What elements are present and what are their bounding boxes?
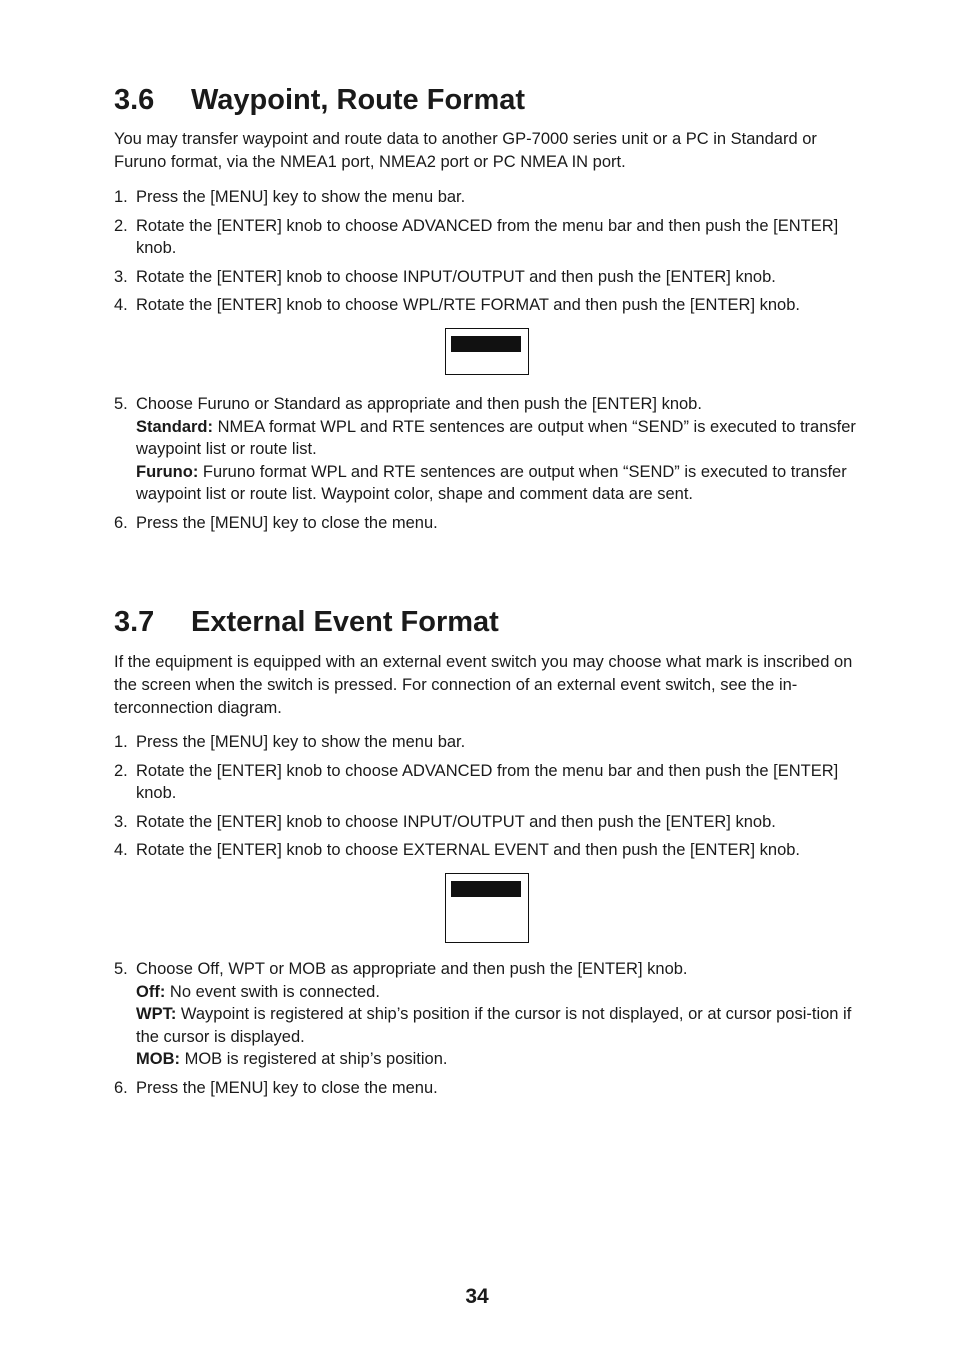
- step-text: Press the [MENU] key to show the menu bar.: [136, 733, 466, 751]
- menu-highlight-bar: [451, 336, 521, 352]
- page-number: 34: [465, 1285, 489, 1308]
- step: [114, 294, 866, 317]
- menu-highlight-bar: [451, 881, 521, 897]
- step-number: 4.: [114, 841, 128, 859]
- step-list-3-6-cont: [114, 393, 866, 540]
- step: [114, 186, 866, 209]
- option-description: [136, 981, 866, 1004]
- option-term: MOB:: [136, 1050, 180, 1068]
- section-heading-3-6: [114, 84, 525, 117]
- section-number: 3.7: [114, 606, 155, 638]
- option-term: Off:: [136, 982, 166, 1001]
- step-text: Rotate the [ENTER] knob to choose WPL/RTE FORMAT and then push the [ENTER] knob.: [136, 296, 800, 314]
- section-title: Waypoint, Route Format: [191, 84, 526, 116]
- option-description: [136, 461, 866, 506]
- step-list-3-7: [114, 731, 866, 868]
- step-number: 4.: [114, 296, 128, 314]
- option-description: [136, 1003, 866, 1048]
- step: [114, 811, 866, 834]
- section-heading-3-7: [114, 606, 499, 639]
- section-intro: You may transfer waypoint and route data to another GP-7000 series unit or a PC in Standard or Furuno format, via the NMEA1 port, NMEA2 port or PC NMEA IN port.: [114, 130, 817, 171]
- step-text: Rotate the [ENTER] knob to choose ADVANCED from the menu bar and then push the [ENTER] knob.: [136, 761, 839, 802]
- option-desc: MOB is registered at ship’s position.: [180, 1050, 448, 1068]
- step-number: 5.: [114, 960, 128, 978]
- option-term: WPT:: [136, 1005, 177, 1023]
- step-text: Choose Off, WPT or MOB as appropriate and then push the [ENTER] knob.: [136, 960, 688, 978]
- step-number: 3.: [114, 267, 128, 286]
- step-number: 5.: [114, 395, 128, 413]
- option-desc: NMEA format WPL and RTE sentences are output when “SEND” is executed to transfer waypoint list or route list.: [136, 417, 856, 458]
- step: [114, 266, 866, 289]
- step-text: Rotate the [ENTER] knob to choose EXTERNAL EVENT and then push the [ENTER] knob.: [136, 841, 801, 859]
- step-number: 2.: [114, 761, 128, 780]
- step-text: Press the [MENU] key to show the menu bar.: [136, 188, 466, 206]
- step: [114, 731, 866, 754]
- step: [114, 760, 866, 805]
- step-number: 2.: [114, 216, 128, 235]
- step-number: 6.: [114, 1078, 128, 1097]
- step-number: 1.: [114, 733, 128, 751]
- step-text: Rotate the [ENTER] knob to choose INPUT/OUTPUT and then push the [ENTER] knob.: [136, 267, 776, 286]
- section-number: 3.6: [114, 84, 155, 116]
- step-list-3-7-cont: [114, 958, 866, 1105]
- section-title: External Event Format: [191, 606, 499, 638]
- option-description: [136, 1048, 866, 1071]
- step: [114, 958, 866, 1071]
- step-number: 1.: [114, 188, 128, 206]
- step-text: Rotate the [ENTER] knob to choose ADVANCED from the menu bar and then push the [ENTER] knob.: [136, 216, 839, 257]
- menu-screen-illustration: [445, 873, 529, 943]
- step: [114, 393, 866, 506]
- step-number: 6.: [114, 513, 128, 532]
- step: [114, 1077, 866, 1100]
- option-description: [136, 416, 866, 461]
- option-term: Furuno:: [136, 462, 199, 481]
- step: [114, 215, 866, 260]
- step-text: Press the [MENU] key to close the menu.: [136, 1078, 438, 1097]
- step-text: Rotate the [ENTER] knob to choose INPUT/OUTPUT and then push the [ENTER] knob.: [136, 812, 776, 831]
- step-list-3-6: [114, 186, 866, 323]
- section-intro: If the equipment is equipped with an external event switch you may choose what mark is inscribed on the screen when the switch is pressed. For connection of an external event switch, see the in-terconnection diagram.: [114, 653, 853, 717]
- step: [114, 839, 866, 862]
- step-text: Choose Furuno or Standard as appropriate and then push the [ENTER] knob.: [136, 395, 702, 413]
- option-desc: No event swith is connected.: [165, 982, 380, 1001]
- step-number: 3.: [114, 812, 128, 831]
- option-desc: Furuno format WPL and RTE sentences are output when “SEND” is executed to transfer waypoint list or route list. Waypoint color, shape and comment data are sent.: [136, 462, 847, 503]
- option-term: Standard:: [136, 417, 214, 436]
- step: [114, 512, 866, 535]
- option-desc: Waypoint is registered at ship’s position if the cursor is not displayed, or at cursor posi-tion if the cursor is displayed.: [136, 1005, 852, 1046]
- menu-screen-illustration: [445, 328, 529, 375]
- step-text: Press the [MENU] key to close the menu.: [136, 513, 438, 532]
